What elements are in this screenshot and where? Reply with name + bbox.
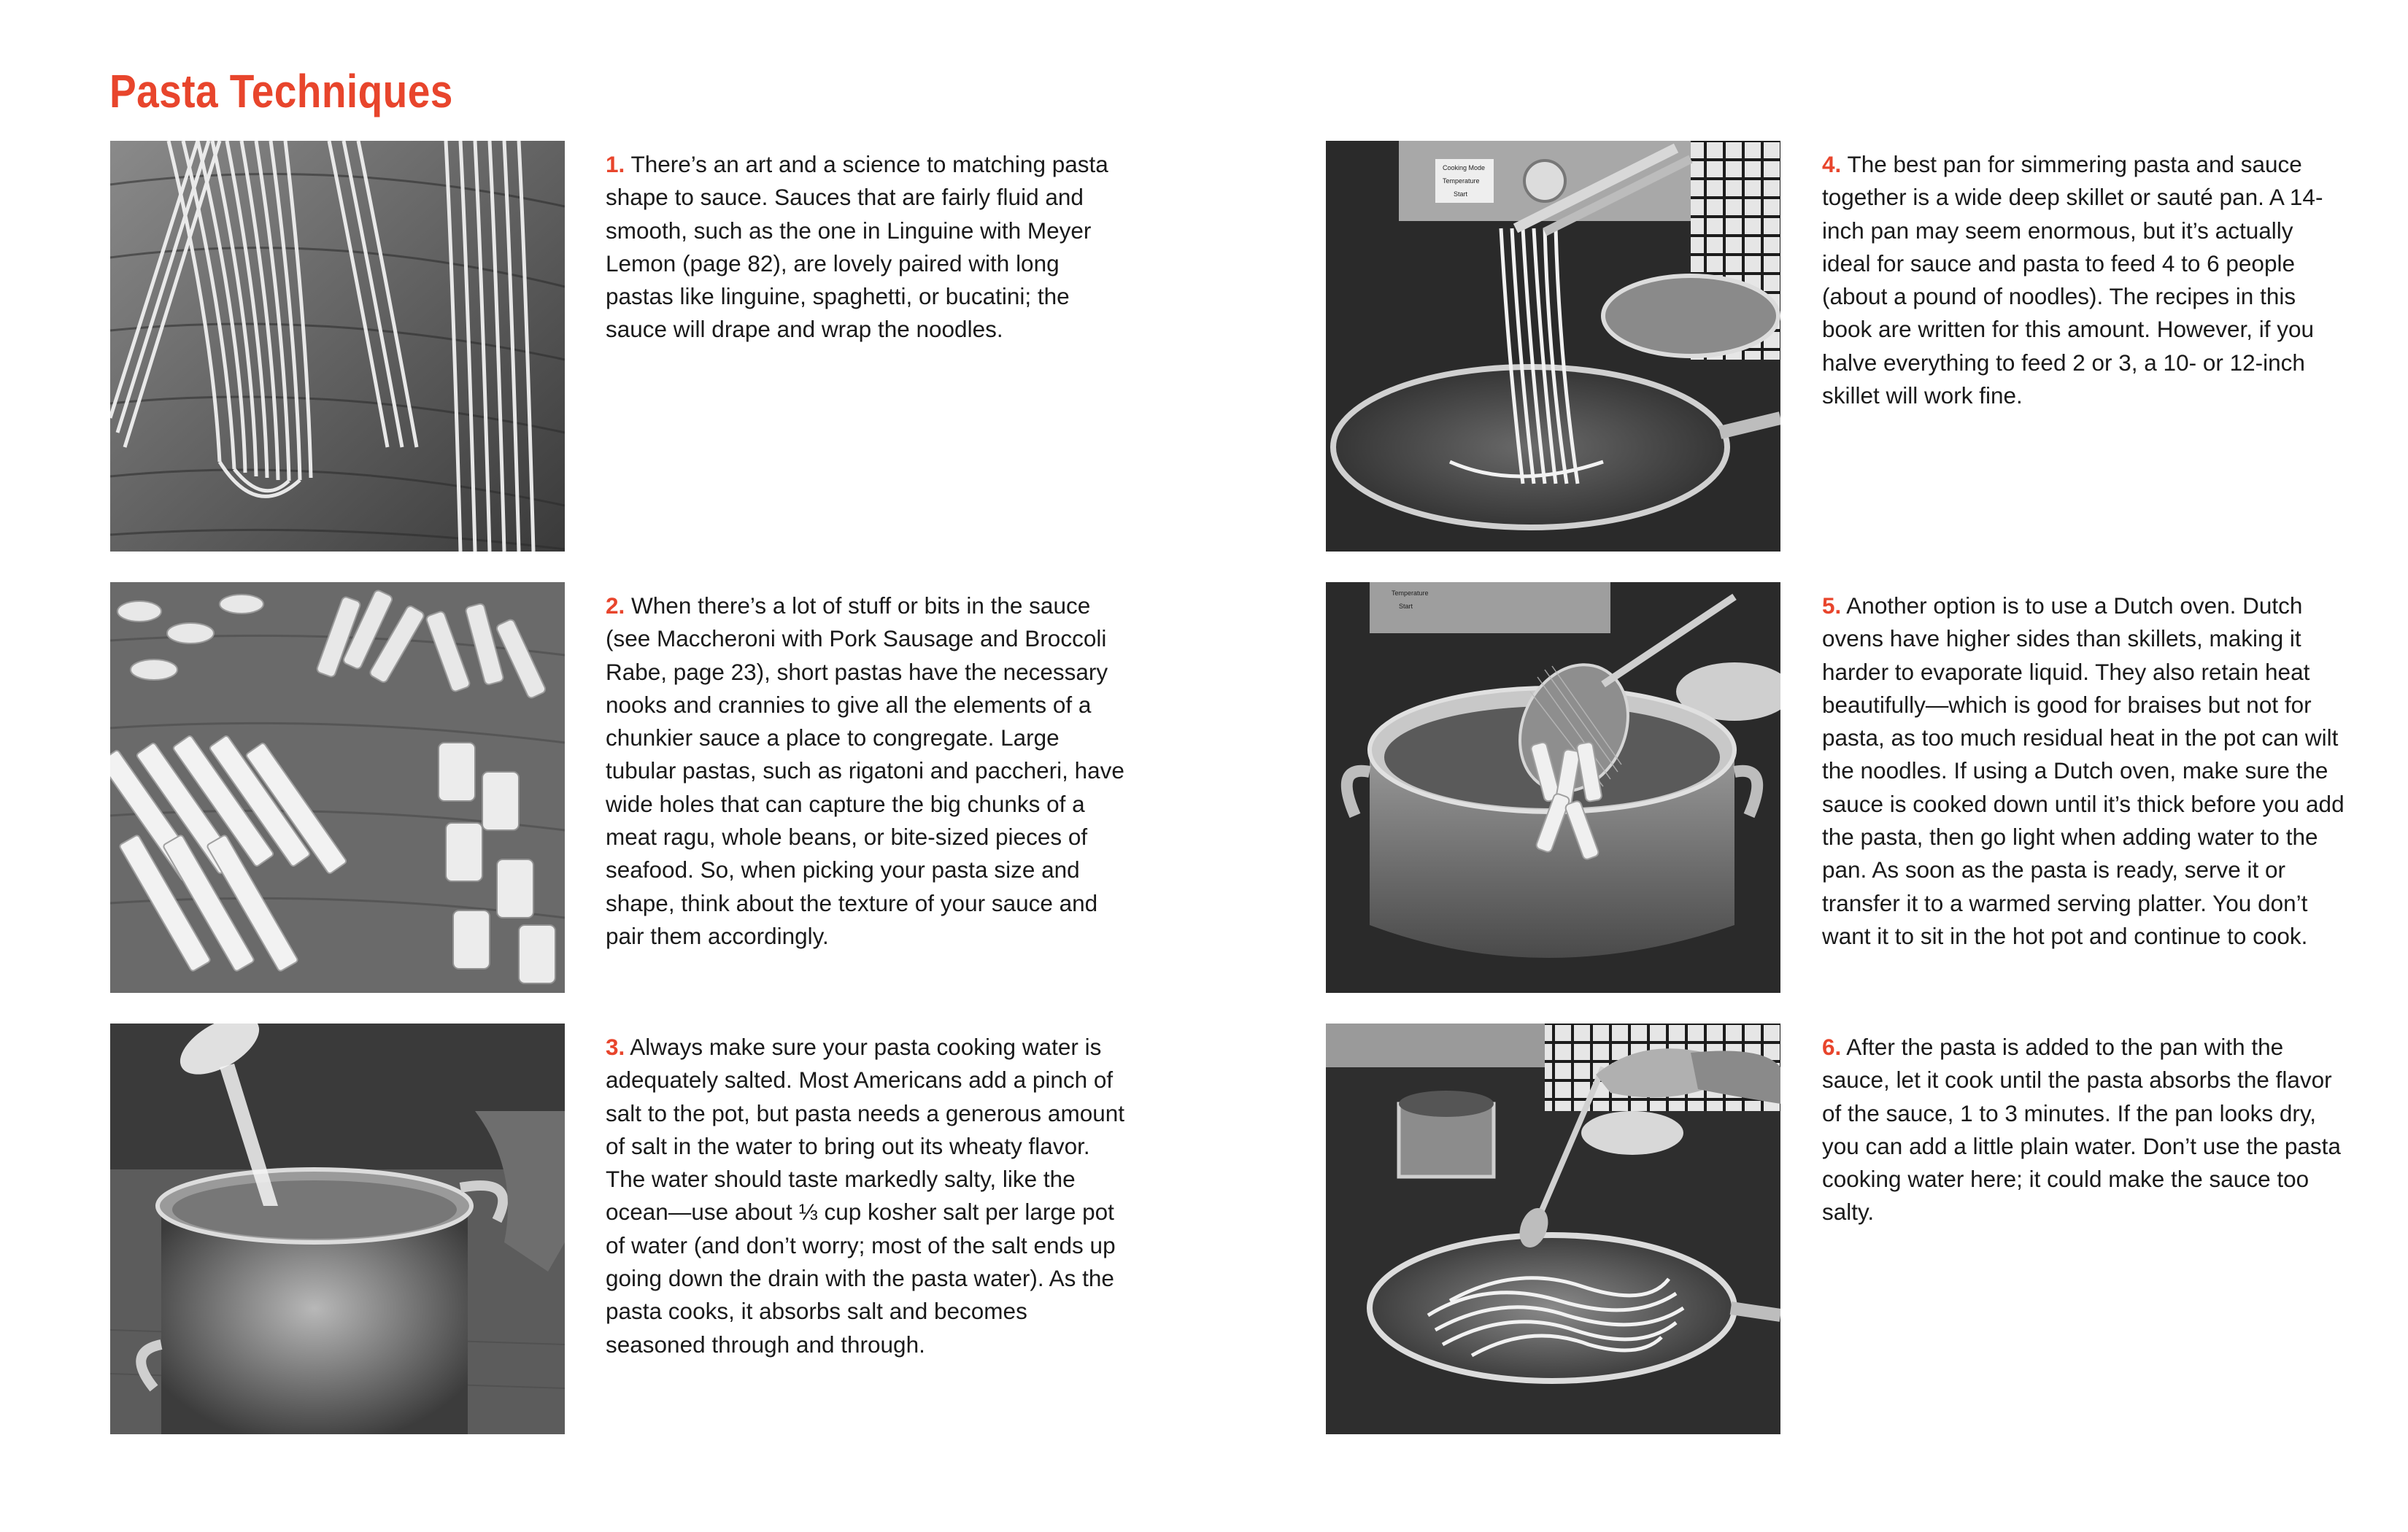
step-text: Always make sure your pasta cooking water is adequately salted. Most Americans add a pinch of salt to the pot, but pasta needs a generous amount of salt in the water to bring out its wheaty flavor. The water should taste markedly salty, like the ocean—use about ⅓ cup kosher salt per large pot of water (and don’t worry; most of the salt ends up going down the drain with the pasta water). As the pasta cooks, it absorbs salt and becomes seasoned through and through. — [606, 1034, 1124, 1358]
step-text: When there’s a lot of stuff or bits in the sauce (see Maccheroni with Pork Sausage and Broccoli Rabe, page 23), short pastas have the necessary nooks and crannies to give all the elements of a chunkier sauce a place to congregate. Large tubular pastas, such as rigatoni and paccheri, have wide holes that can capture the big chunks of a meat ragu, whole beans, or bite-sized pieces of seafood. So, when picking your pasta size and shape, think about the texture of your sauce and pair them accordingly. — [606, 592, 1124, 949]
step-number: 4. — [1822, 151, 1842, 177]
dutch-oven-photo — [1326, 582, 1780, 993]
step-1 — [606, 148, 1131, 347]
stove-label-temperature-2: Temperature — [1392, 589, 1429, 597]
stirring-pasta-photo — [1326, 1024, 1780, 1434]
step-number: 3. — [606, 1034, 625, 1060]
short-pasta-shapes-photo — [110, 582, 565, 993]
stove-label-start: Start — [1454, 190, 1468, 198]
skillet-tongs-photo — [1326, 141, 1780, 552]
salting-water-photo — [110, 1024, 565, 1434]
step-number: 2. — [606, 592, 625, 619]
step-number: 5. — [1822, 592, 1842, 619]
stove-label-temperature: Temperature — [1443, 177, 1480, 185]
step-text: After the pasta is added to the pan with the sauce, let it cook until the pasta absorbs the flavor of the sauce, 1 to 3 minutes. If the pan looks dry, you can add a little plain water. Don’t use the pasta cooking water here; it could make the sauce too salty. — [1822, 1034, 2341, 1226]
step-2 — [606, 589, 1131, 953]
step-6 — [1822, 1031, 2347, 1229]
step-text: There’s an art and a science to matching pasta shape to sauce. Sauces that are fairly fluid and smooth, such as the one in Linguine with Meyer Lemon (page 82), are lovely paired with long pastas like linguine, spaghetti, or bucatini; the sauce will drape and wrap the noodles. — [606, 151, 1108, 343]
stove-label-cooking-mode: Cooking Mode — [1443, 164, 1486, 171]
stove-label-start-2: Start — [1399, 603, 1413, 610]
step-text: Another option is to use a Dutch oven. Dutch ovens have higher sides than skillets, making it harder to evaporate liquid. They also retain heat beautifully—which is good for braises but not for pasta, as too much residual heat in the pot can wilt the noodles. If using a Dutch oven, make sure the sauce is cooked down until it’s thick before you add the pasta, then go light when adding water to the pan. As soon as the pasta is ready, serve it or transfer it to a warmed serving platter. You don’t want it to sit in the hot pot and continue to cook. — [1822, 592, 2345, 949]
step-3 — [606, 1031, 1131, 1361]
step-number: 1. — [606, 151, 625, 177]
step-5 — [1822, 589, 2347, 953]
step-text: The best pan for simmering pasta and sauce together is a wide deep skillet or sauté pan. A 14-inch pan may seem enormous, but it’s actually ideal for sauce and pasta to feed 4 to 6 people (about a pound of noodles). The recipes in this book are written for this amount. However, if you halve everything to feed 2 or 3, a 10- or 12-inch skillet will work fine. — [1822, 151, 2323, 409]
step-4 — [1822, 148, 2347, 412]
step-number: 6. — [1822, 1034, 1842, 1060]
long-pasta-on-wood-photo — [110, 141, 565, 552]
page-title: Pasta Techniques — [109, 65, 453, 117]
